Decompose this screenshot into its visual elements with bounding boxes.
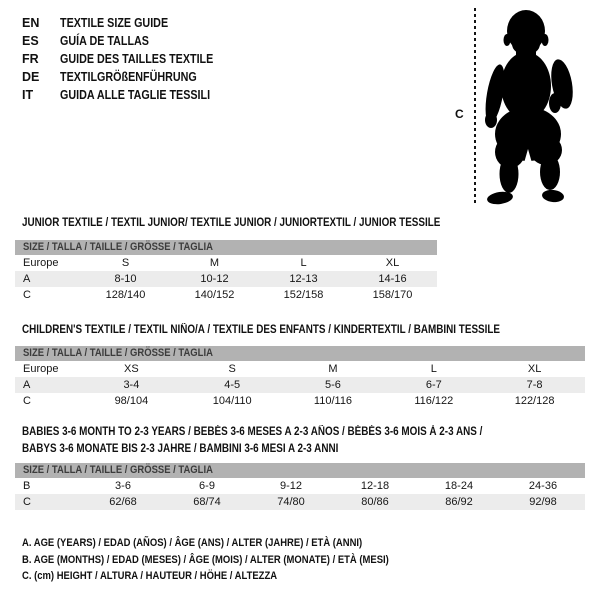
guide-title-es: GUÍA DE TALLAS [60,34,149,48]
children-size-table [15,346,585,409]
size-header-text: SIZE / TALLA / TAILLE / GRÖSSE / TAGLIA [23,347,213,359]
size-cell: 86/92 [445,496,473,508]
size-cell: 5-6 [325,379,341,391]
guide-title-de: TEXTILGRÖßENFÜHRUNG [60,70,197,84]
size-cell: 74/80 [277,496,305,508]
size-cell: M [209,257,220,269]
children-table-title-text: CHILDREN'S TEXTILE / TEXTIL NIÑO/A / TEXTILE DES ENFANTS / KINDERTEXTIL / BAMBINI TESSILE [22,324,501,336]
row-label: C [23,496,31,508]
size-cell: 3-6 [115,480,131,492]
size-cell: 18-24 [444,480,474,492]
size-header-bar [15,346,585,361]
size-header-text: SIZE / TALLA / TAILLE / GRÖSSE / TAGLIA [23,241,213,253]
size-cell: 104/110 [212,395,252,407]
size-cell: 12-13 [289,273,318,285]
row-label: B [23,480,31,492]
size-cell: 6-9 [199,480,215,492]
language-code: EN [22,16,40,30]
junior-table-title-text: JUNIOR TEXTILE / TEXTIL JUNIOR/ TEXTILE JUNIOR / JUNIORTEXTIL / JUNIOR TESSILE [22,217,441,229]
language-row-fr [22,50,238,68]
size-cell: 7-8 [526,379,543,391]
note-age-years-text: A. AGE (YEARS) / EDAD (AÑOS) / ÂGE (ANS) / ALTER (JAHRE) / ETÀ (ANNI) [22,537,363,549]
language-code: FR [22,52,39,66]
size-cell: 140/152 [194,289,235,301]
note-age-months [22,554,449,571]
row-label: Europe [23,363,59,375]
babies-table-title-line2: BABYS 3-6 MONATE BIS 2-3 JAHRE / BAMBINI 3-6 MESI A 2-3 ANNI [22,443,339,455]
size-cell: 8-10 [114,273,137,285]
size-cell: 128/140 [105,289,146,301]
size-header-text: SIZE / TALLA / TAILLE / GRÖSSE / TAGLIA [23,464,213,476]
note-age-years [22,537,449,554]
size-cell: 14-16 [378,273,407,285]
size-cell: M [328,363,338,375]
guide-title-fr: GUIDE DES TAILLES TEXTILE [60,52,214,66]
row-label: A [23,379,31,391]
language-code: ES [22,34,39,48]
size-cell: 62/68 [109,496,137,508]
table-row [15,271,437,287]
note-age-months-text: B. AGE (MONTHS) / EDAD (MESES) / ÂGE (MOIS) / ALTER (MONATE) / ETÀ (MESI) [22,553,389,566]
language-list [22,14,238,104]
babies-table-title [22,424,557,458]
size-cell: 12-18 [360,480,390,492]
size-header-bar [15,240,437,255]
junior-size-table [15,240,437,303]
size-cell: XS [124,363,139,375]
legend-notes [22,537,449,587]
size-cell: 68/74 [193,496,221,508]
table-row [15,478,585,494]
language-code: DE [22,70,40,84]
table-row [15,377,585,393]
size-header-bar [15,463,585,478]
size-cell: 92/98 [529,496,557,508]
babies-table-title-line1: BABIES 3-6 MONTH TO 2-3 YEARS / BEBÉS 3-6 MESES A 2-3 AÑOS / BÉBÉS 3-6 MOIS À 2-3 ANS / [22,426,483,438]
junior-table [15,255,437,303]
row-label: C [23,395,31,407]
language-row-en [22,14,238,32]
size-cell: 80/86 [361,496,389,508]
language-row-de [22,68,238,86]
table-row [15,393,585,409]
note-height-cm [22,570,449,587]
guide-title-it: GUIDA ALLE TAGLIE TESSILI [60,88,211,102]
table-row [15,494,585,510]
size-cell: 158/170 [372,289,413,301]
size-cell: 3-4 [123,379,140,391]
language-code: IT [22,88,34,102]
language-row-it [22,86,238,104]
row-label: Europe [23,257,59,269]
size-cell: 116/122 [414,395,454,407]
guide-title-en: TEXTILE SIZE GUIDE [60,16,169,30]
baby-silhouette-image [478,6,582,208]
size-cell: S [228,363,236,375]
row-label: C [23,289,31,301]
size-cell: L [300,257,307,269]
size-cell: 122/128 [514,395,555,407]
size-cell: L [430,363,437,375]
size-cell: 10-12 [200,273,229,285]
size-cell: 98/104 [114,395,149,407]
size-cell: XL [385,257,400,269]
language-row-es [22,32,238,50]
note-height-cm-text: C. (cm) HEIGHT / ALTURA / HAUTEUR / HÖHE / ALTEZZA [22,570,278,582]
babies-table [15,478,585,510]
children-table [15,361,585,409]
table-row [15,361,585,377]
table-row [15,287,437,303]
size-cell: 152/158 [283,289,324,301]
table-row [15,255,437,271]
height-measure-label: C [455,107,464,121]
size-cell: 6-7 [425,379,442,391]
size-cell: 4-5 [224,379,241,391]
height-measure-dashed-line [474,8,476,206]
size-cell: 9-12 [279,480,303,492]
children-table-title [22,322,578,339]
babies-size-table [15,463,585,510]
size-cell: 110/116 [313,395,353,407]
row-label: A [23,273,31,285]
size-cell: 24-36 [528,480,558,492]
size-cell: XL [527,363,542,375]
junior-table-title [22,215,508,232]
size-cell: S [121,257,130,269]
